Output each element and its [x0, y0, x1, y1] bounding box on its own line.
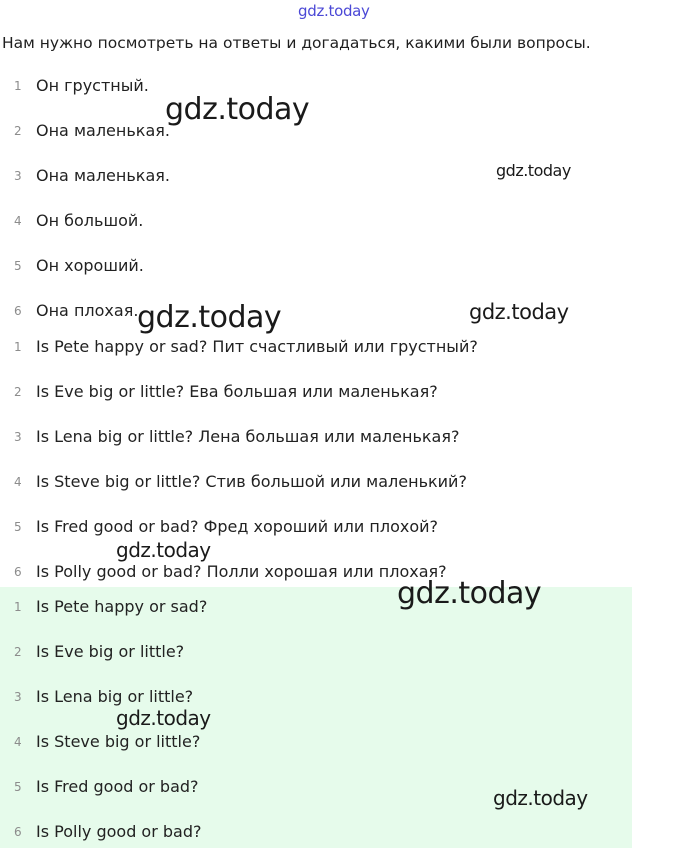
- header-watermark: gdz.today: [298, 2, 370, 20]
- item-number: 4: [14, 213, 22, 228]
- list-item: [0, 153, 170, 198]
- item-number: 2: [14, 384, 22, 399]
- watermark: gdz.today: [165, 92, 310, 127]
- list-item: [0, 414, 478, 459]
- item-text: Она маленькая.: [36, 121, 170, 140]
- translated-questions-list: [0, 324, 478, 594]
- watermark: gdz.today: [137, 300, 282, 335]
- item-number: 3: [14, 429, 22, 444]
- item-number: 3: [14, 168, 22, 183]
- item-number: 2: [14, 123, 22, 138]
- list-item: [0, 243, 170, 288]
- item-number: 5: [14, 519, 22, 534]
- list-item: [0, 504, 478, 549]
- item-number: 4: [14, 474, 22, 489]
- list-item: [0, 584, 207, 629]
- item-text: Он большой.: [36, 211, 144, 230]
- task-instruction: Нам нужно посмотреть на ответы и догадаться, какими были вопросы.: [2, 34, 591, 52]
- list-item: [0, 629, 207, 674]
- item-number: 1: [14, 78, 22, 93]
- watermark: gdz.today: [397, 576, 542, 611]
- item-text: Она плохая.: [36, 301, 139, 320]
- item-text: Is Pete happy or sad?: [36, 597, 208, 616]
- item-number: 6: [14, 303, 22, 318]
- item-text: Is Fred good or bad?: [36, 777, 199, 796]
- list-item: [0, 63, 170, 108]
- watermark: gdz.today: [469, 300, 569, 324]
- item-text: Is Steve big or little?: [36, 732, 201, 751]
- item-text: Is Eve big or little?: [36, 642, 185, 661]
- item-text: Is Lena big or little?: [36, 687, 194, 706]
- item-number: 6: [14, 824, 22, 839]
- item-number: 4: [14, 734, 22, 749]
- item-text: Он грустный.: [36, 76, 149, 95]
- item-number: 3: [14, 689, 22, 704]
- item-number: 1: [14, 339, 22, 354]
- list-item: [0, 764, 207, 809]
- item-text: Is Steve big or little? Стив большой или маленький?: [36, 472, 467, 491]
- item-number: 5: [14, 258, 22, 273]
- watermark: gdz.today: [116, 538, 211, 562]
- item-text: Is Polly good or bad?: [36, 822, 202, 841]
- item-text: Is Pete happy or sad? Пит счастливый или грустный?: [36, 337, 478, 356]
- list-item: [0, 198, 170, 243]
- list-item: [0, 459, 478, 504]
- answers-list: [0, 63, 170, 333]
- list-item: [0, 108, 170, 153]
- list-item: [0, 369, 478, 414]
- item-text: Is Eve big or little? Ева большая или маленькая?: [36, 382, 438, 401]
- item-number: 5: [14, 779, 22, 794]
- watermark: gdz.today: [496, 161, 571, 180]
- watermark: gdz.today: [493, 786, 588, 810]
- item-text: Она маленькая.: [36, 166, 170, 185]
- item-text: Is Fred good or bad? Фред хороший или плохой?: [36, 517, 438, 536]
- watermark: gdz.today: [116, 706, 211, 730]
- item-number: 1: [14, 599, 22, 614]
- item-text: Is Polly good or bad? Полли хорошая или плохая?: [36, 562, 447, 581]
- item-number: 2: [14, 644, 22, 659]
- item-number: 6: [14, 564, 22, 579]
- item-text: Он хороший.: [36, 256, 144, 275]
- item-text: Is Lena big or little? Лена большая или маленькая?: [36, 427, 460, 446]
- list-item: [0, 809, 207, 854]
